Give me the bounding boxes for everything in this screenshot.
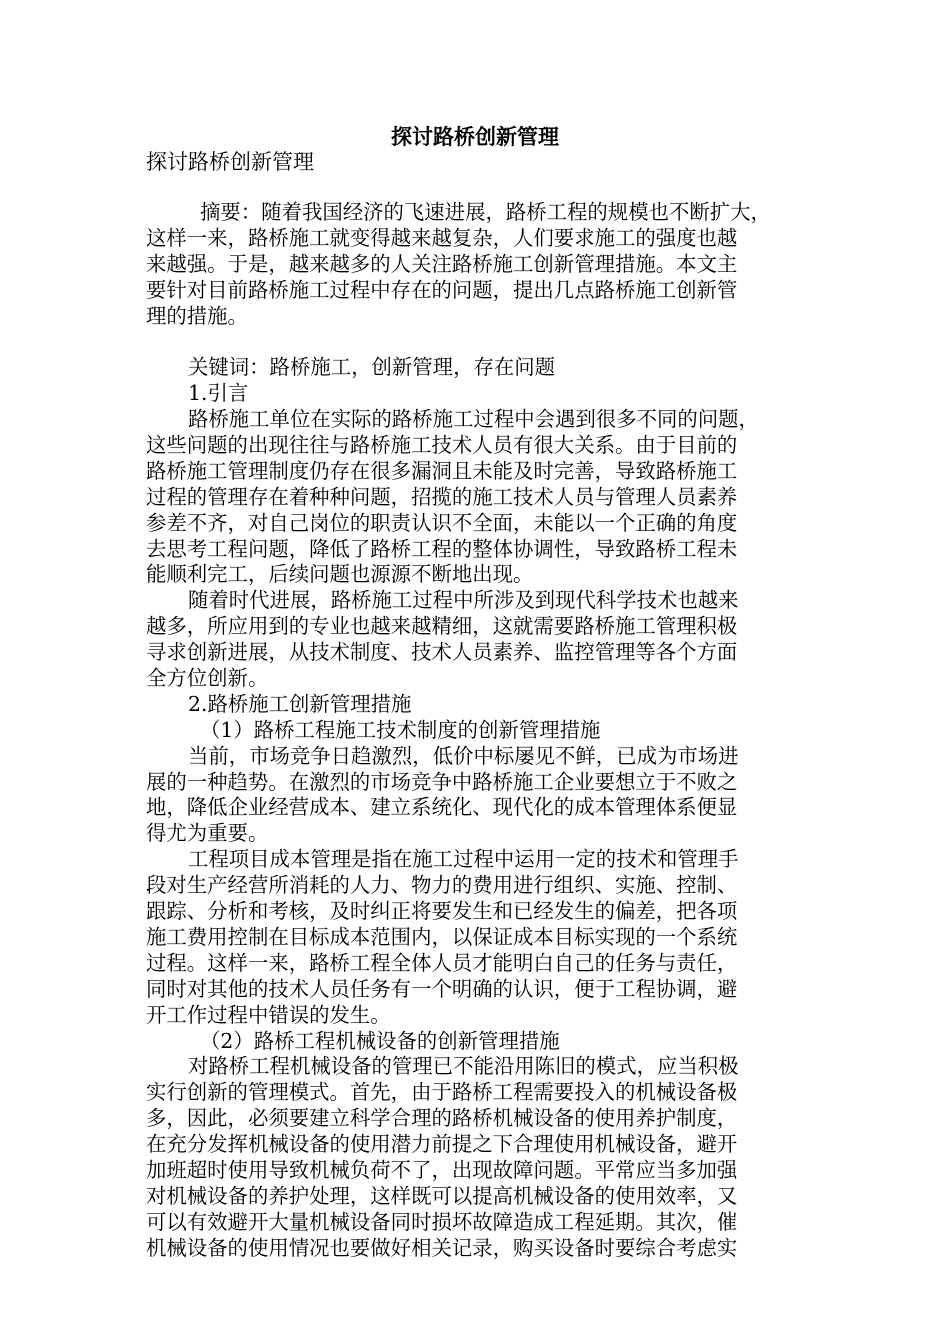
paragraph-line: 路桥施工单位在实际的路桥施工过程中会遇到很多不同的问题，: [188, 407, 759, 432]
paragraph-line: 多，因此，必须要建立科学合理的路桥机械设备的使用养护制度，: [146, 1106, 738, 1131]
abstract-line: 理的措施。: [146, 303, 248, 328]
blank-line: [146, 329, 806, 355]
section-heading: 2.路桥施工创新管理措施: [188, 691, 412, 716]
subsection-heading: （1）路桥工程施工技术制度的创新管理措施: [200, 717, 601, 742]
keywords: 关键词：路桥施工，创新管理，存在问题: [188, 355, 556, 380]
paragraph-line: 当前，市场竞争日趋激烈，低价中标屡见不鲜，已成为市场进: [188, 743, 739, 768]
paragraph-line: 可以有效避开大量机械设备同时损坏故障造成工程延期。其次，催: [146, 1209, 738, 1234]
section-heading: 1.引言: [188, 381, 249, 406]
paragraph-line: 对路桥工程机械设备的管理已不能沿用陈旧的模式，应当积极: [188, 1054, 739, 1079]
paragraph-line: 展的一种趋势。在激烈的市场竞争中路桥施工企业要想立于不败之: [146, 769, 738, 794]
paragraph-line: 能顺利完工，后续问题也源源不断地出现。: [146, 562, 534, 587]
paragraph-line: 过程的管理存在着种种问题，招揽的施工技术人员与管理人员素养: [146, 484, 738, 509]
document-subtitle: 探讨路桥创新管理: [146, 150, 314, 174]
paragraph-line: 施工费用控制在目标成本范围内，以保证成本目标实现的一个系统: [146, 924, 738, 949]
paragraph-line: 参差不齐，对自己岗位的职责认识不全面，未能以一个正确的角度: [146, 510, 738, 535]
abstract-line: 要针对目前路桥施工过程中存在的问题，提出几点路桥施工创新管: [146, 277, 738, 302]
abstract-line: 这样一来，路桥施工就变得越来越复杂，人们要求施工的强度也越: [146, 225, 738, 250]
paragraph-line: 得尤为重要。: [146, 821, 269, 846]
paragraph-line: 路桥施工管理制度仍存在很多漏洞且未能及时完善，导致路桥施工: [146, 458, 738, 483]
paragraph-line: 同时对其他的技术人员任务有一个明确的认识，便于工程协调，避: [146, 976, 738, 1001]
subsection-heading: （2）路桥工程机械设备的创新管理措施: [200, 1028, 560, 1053]
document-body: [146, 200, 806, 1262]
paragraph-line: 工程项目成本管理是指在施工过程中运用一定的技术和管理手: [188, 847, 739, 872]
paragraph-line: 开工作过程中错误的发生。: [146, 1002, 391, 1027]
paragraph-line: 在充分发挥机械设备的使用潜力前提之下合理使用机械设备，避开: [146, 1132, 738, 1157]
paragraph-line: 这些问题的出现往往与路桥施工技术人员有很大关系。由于目前的: [146, 433, 738, 458]
paragraph-line: 过程。这样一来，路桥工程全体人员才能明白自己的任务与责任，: [146, 950, 738, 975]
paragraph-line: 实行创新的管理模式。首先，由于路桥工程需要投入的机械设备极: [146, 1080, 738, 1105]
paragraph-line: 跟踪、分析和考核，及时纠正将要发生和已经发生的偏差，把各项: [146, 899, 738, 924]
paragraph-line: 随着时代进展，路桥施工过程中所涉及到现代科学技术也越来: [188, 588, 739, 613]
paragraph-line: 去思考工程问题，降低了路桥工程的整体协调性，导致路桥工程未: [146, 536, 738, 561]
paragraph-line: 加班超时使用导致机械负荷不了，出现故障问题。平常应当多加强: [146, 1157, 738, 1182]
paragraph-line: 机械设备的使用情况也要做好相关记录，购买设备时要综合考虑实: [146, 1235, 738, 1260]
paragraph-line: 全方位创新。: [146, 666, 269, 691]
paragraph-line: 越多，所应用到的专业也越来越精细，这就需要路桥施工管理积极: [146, 614, 738, 639]
abstract-line: 摘要：随着我国经济的飞速进展，路桥工程的规模也不断扩大，: [200, 200, 771, 224]
document-title: 探讨路桥创新管理: [391, 124, 559, 149]
paragraph-line: 段对生产经营所消耗的人力、物力的费用进行组织、实施、控制、: [146, 873, 738, 898]
paragraph-line: 地，降低企业经营成本、建立系统化、现代化的成本管理体系便显: [146, 795, 738, 820]
paragraph-line: 寻求创新进展，从技术制度、技术人员素养、监控管理等各个方面: [146, 640, 738, 665]
abstract-line: 来越强。于是，越来越多的人关注路桥施工创新管理措施。本文主: [146, 251, 738, 276]
paragraph-line: 对机械设备的养护处理，这样既可以提高机械设备的使用效率，又: [146, 1183, 738, 1208]
